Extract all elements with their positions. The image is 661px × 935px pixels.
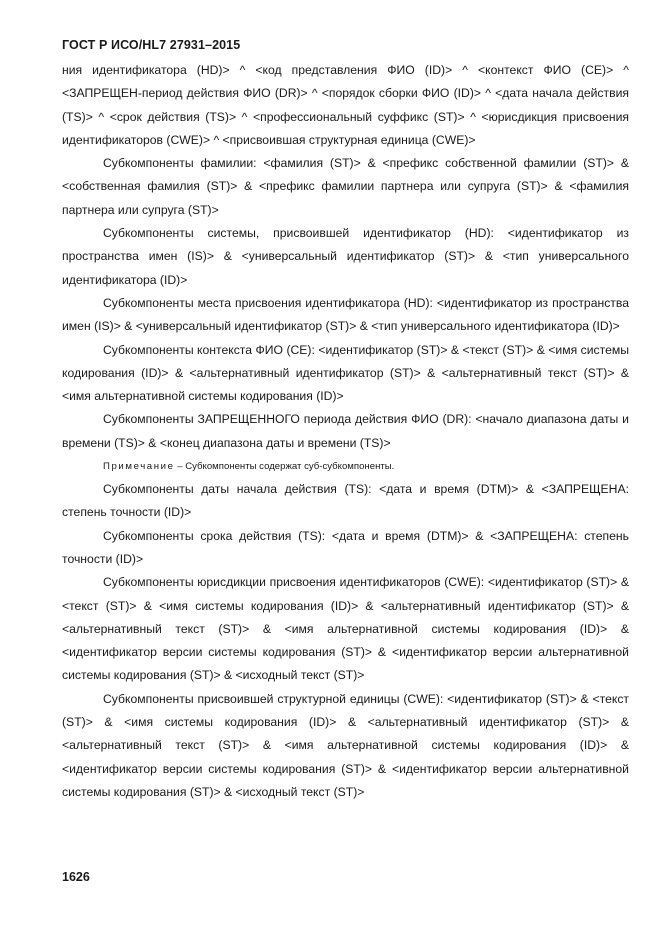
paragraph-continuation: ния идентификатора (HD)> ^ <код представления ФИО (ID)> ^ <контекст ФИО (CE)> ^ <ЗАПРЕЩЕН-период действия ФИО (DR)> ^ <порядок сборки ФИО (ID)> ^ <дата начала действия (TS)> ^ <срок действия (TS)> ^ <профессиональный суффикс (ST)> ^ <юрисдикция присвоения идентификаторов (CWE)> ^ <присвоившая структурная единица (CWE)> (62, 63, 629, 147)
note-label: Примечание (103, 461, 175, 473)
paragraph-assigning-department-subcomponents: Субкомпоненты присвоившей структурной единицы (CWE): <идентификатор (ST)> & <текст (ST)> & <имя системы кодирования (ID)> & <альтернативный идентификатор (ST)> & <альтернативный текст (ST)> & <имя альтернативной системы кодирования (ID)> & <идентификатор версии системы кодирования (ST)> & <идентификатор версии альтернативной системы кодирования (ST)> & <исходный текст (ST)> (62, 691, 629, 799)
document-body (62, 59, 629, 804)
note (62, 455, 629, 478)
paragraph-assigning-system-subcomponents: Субкомпоненты системы, присвоившей идентификатор (HD): <идентификатор из пространства имен (IS)> & <универсальный идентификатор (ST)> & <тип универсального идентификатора (ID)> (62, 226, 629, 287)
page-number: 1626 (62, 870, 90, 884)
paragraph-assigning-facility-subcomponents: Субкомпоненты места присвоения идентификатора (HD): <идентификатор из пространства имен (IS)> & <универсальный идентификатор (ST)> & <тип универсального идентификатора (ID)> (62, 295, 629, 334)
page-header-standard-id: ГОСТ Р ИСО/HL7 27931–2015 (62, 38, 241, 52)
note-text: – Субкомпоненты содержат суб-субкомпоненты. (174, 461, 395, 473)
paragraph-assigning-jurisdiction-subcomponents: Субкомпоненты юрисдикции присвоения идентификаторов (CWE): <идентификатор (ST)> & <текст (ST)> & <имя системы кодирования (ID)> & <альтернативный идентификатор (ST)> & <альтернативный текст (ST)> & <имя альтернативной системы кодирования (ID)> & <идентификатор версии системы кодирования (ST)> & <идентификатор версии альтернативной системы кодирования (ST)> & <исходный текст (ST)> (62, 575, 629, 683)
paragraph-effective-date-subcomponents: Субкомпоненты даты начала действия (TS): <дата и время (DTM)> & <ЗАПРЕЩЕНА: степень точности (ID)> (62, 482, 629, 520)
paragraph-name-context-subcomponents: Субкомпоненты контекста ФИО (CE): <идентификатор (ST)> & <текст (ST)> & <имя системы кодирования (ID)> & <альтернативный идентификатор (ST)> & <альтернативный текст (ST)> & <имя альтернативной системы кодирования (ID)> (62, 342, 629, 404)
paragraph-surname-subcomponents: Субкомпоненты фамилии: <фамилия (ST)> & <префикс собственной фамилии (ST)> & <собственная фамилия (ST)> & <префикс фамилии партнера или супруга (ST)> & <фамилия партнера или супруга (ST)> (62, 156, 629, 217)
paragraph-name-validity-range-subcomponents: Субкомпоненты ЗАПРЕЩЕННОГО периода действия ФИО (DR): <начало диапазона даты и времени (TS)> & <конец диапазона даты и времени (TS)> (62, 412, 629, 450)
paragraph-expiration-date-subcomponents: Субкомпоненты срока действия (TS): <дата и время (DTM)> & <ЗАПРЕЩЕНА: степень точности (ID)> (62, 528, 629, 566)
